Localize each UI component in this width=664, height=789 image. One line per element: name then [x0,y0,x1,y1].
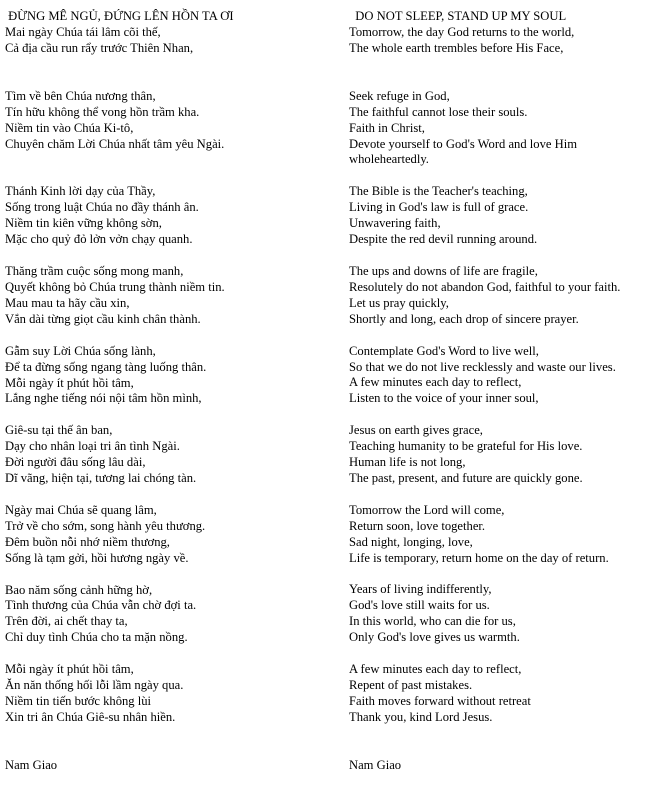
poem-line: Return soon, love together. [349,518,486,533]
english-stanza-9 [349,662,654,726]
poem-line: Years of living indifferently, [349,582,492,597]
poem-line: Ăn năn thống hối lỗi lầm ngày qua. [5,678,184,693]
poem-line: Let us pray quickly, [349,295,449,310]
english-stanza-5 [349,344,654,408]
english-poem-column [349,9,654,774]
poem-line: Để ta đừng sống ngang tàng luống thân. [5,359,207,374]
poem-line: Unwavering faith, [349,216,441,231]
english-stanza-6 [349,423,654,487]
vietnamese-poem-column [5,9,335,774]
poem-line: So that we do not live recklessly and waste our lives. [349,359,616,374]
poem-line: Giê-su tại thế ân ban, [5,423,113,438]
vietnamese-stanza-5 [5,344,335,408]
poem-line: Niềm tin vào Chúa Ki-tô, [5,120,134,135]
vietnamese-stanza-2 [5,89,335,153]
poem-line: Resolutely do not abandon God, faithful to your faith. [349,279,621,294]
poem-line: Mặc cho quỷ đỏ lởn vởn chạy quanh. [5,232,193,247]
english-stanza-2 [349,89,654,169]
poem-line: Mỗi ngày ít phút hồi tâm, [5,662,134,677]
vietnamese-stanza-6 [5,423,335,487]
poem-line: A few minutes each day to reflect, [349,662,522,677]
poem-line: Vắn dài từng giọt cầu kinh chân thành. [5,311,201,326]
vietnamese-stanza-7 [5,503,335,567]
english-stanza-4 [349,264,654,328]
poem-line: Cả địa cầu run rẩy trước Thiên Nhan, [5,40,194,55]
vietnamese-stanza-1 [5,25,335,57]
poem-line: Thăng trầm cuộc sống mong manh, [5,264,184,279]
poem-line: Only God's love gives us warmth. [349,630,520,645]
poem-line: Mai ngày Chúa tái lâm cõi thế, [5,25,161,39]
poem-line: Tín hữu không thể vong hồn trầm kha. [5,104,200,119]
poem-line: Dạy cho nhân loại tri ân tình Ngài. [5,439,180,454]
poem-line: The whole earth trembles before His Face, [349,40,564,55]
poem-line: Sống trong luật Chúa no đầy thánh ân. [5,200,199,215]
poem-line: Niềm tin kiên vững không sờn, [5,216,162,231]
poem-line: Chỉ duy tình Chúa cho ta mặn nồng. [5,630,188,645]
poem-line: Despite the red devil running around. [349,232,538,247]
poem-line: Human life is not long, [349,455,466,470]
poem-line: Jesus on earth gives grace, [349,423,483,438]
poem-line: The past, present, and future are quickly gone. [349,470,583,485]
vietnamese-stanza-9 [5,662,335,726]
english-poem-title: DO NOT SLEEP, STAND UP MY SOUL [349,9,567,23]
poem-line: A few minutes each day to reflect, [349,375,522,390]
poem-line: Faith in Christ, [349,120,425,135]
poem-line: Tìm về bên Chúa nương thân, [5,88,156,103]
english-stanza-3 [349,184,654,248]
poem-line: Tomorrow, the day God returns to the world, [349,25,575,39]
poem-line: The faithful cannot lose their souls. [349,104,528,119]
poem-line: Lắng nghe tiếng nói nội tâm hồn mình, [5,391,202,406]
poem-line: Tình thương của Chúa vẫn chờ đợi ta. [5,598,197,613]
poem-line: Thank you, kind Lord Jesus. [349,709,493,724]
english-stanza-1 [349,25,654,57]
poem-line: wholeheartedly. [349,152,429,167]
english-stanza-8 [349,582,654,646]
poem-line: Sad night, longing, love, [349,534,473,549]
poem-line: Bao năm sống cảnh hững hờ, [5,582,153,597]
poem-line: Mau mau ta hãy cầu xin, [5,295,130,310]
poem-line: Đời người đâu sống lâu dài, [5,455,146,470]
poem-line: Living in God's law is full of grace. [349,200,529,215]
poem-line: God's love still waits for us. [349,598,490,613]
poem-line: Tomorrow the Lord will come, [349,502,505,517]
poem-line: Ngày mai Chúa sẽ quang lâm, [5,502,157,517]
vietnamese-stanza-3 [5,184,335,248]
poem-line: Trở về cho sớm, song hành yêu thương. [5,518,206,533]
poem-line: Teaching humanity to be grateful for His love. [349,439,583,454]
poem-line: The ups and downs of life are fragile, [349,263,538,278]
english-stanza-7 [349,503,654,567]
poem-line: Thánh Kinh lời dạy của Thầy, [5,184,156,199]
poem-line: In this world, who can die for us, [349,614,516,629]
poem-line: Seek refuge in God, [349,88,450,103]
poem-line: Sống là tạm gởi, hồi hương ngày về. [5,550,189,565]
poem-line: Chuyên chăm Lời Chúa nhất tâm yêu Ngài. [5,136,225,151]
poem-line: Đêm buồn nỗi nhớ niềm thương, [5,534,170,549]
poem-line: Mỗi ngày ít phút hồi tâm, [5,375,134,390]
poem-line: Life is temporary, return home on the day of return. [349,550,609,565]
poem-line: Quyết không bỏ Chúa trung thành niềm tin. [5,279,225,294]
vietnamese-poem-author: Nam Giao [5,757,58,772]
vietnamese-stanza-4 [5,264,335,328]
poem-line: Xin tri ân Chúa Giê-su nhân hiền. [5,709,176,724]
english-poem-author: Nam Giao [349,757,402,772]
poem-line: Trên đời, ai chết thay ta, [5,614,128,629]
vietnamese-poem-title: ĐỪNG MÊ NGỦ, ĐỨNG LÊN HỒN TA ƠI [5,9,234,23]
poem-line: Niềm tin tiến bước không lùi [5,694,152,708]
poem-line: Devote yourself to God's Word and love Him [349,136,578,151]
poem-line: Listen to the voice of your inner soul, [349,391,539,406]
poem-line: Dĩ vãng, hiện tại, tương lai chóng tàn. [5,471,197,486]
poem-line: Gẫm suy Lời Chúa sống lành, [5,343,156,358]
poem-line: Repent of past mistakes. [349,678,473,692]
poem-line: Contemplate God's Word to live well, [349,343,539,358]
poem-line: Faith moves forward without retreat [349,693,531,708]
poem-line: The Bible is the Teacher's teaching, [349,184,528,199]
poem-line: Shortly and long, each drop of sincere prayer. [349,311,579,326]
vietnamese-stanza-8 [5,583,335,647]
